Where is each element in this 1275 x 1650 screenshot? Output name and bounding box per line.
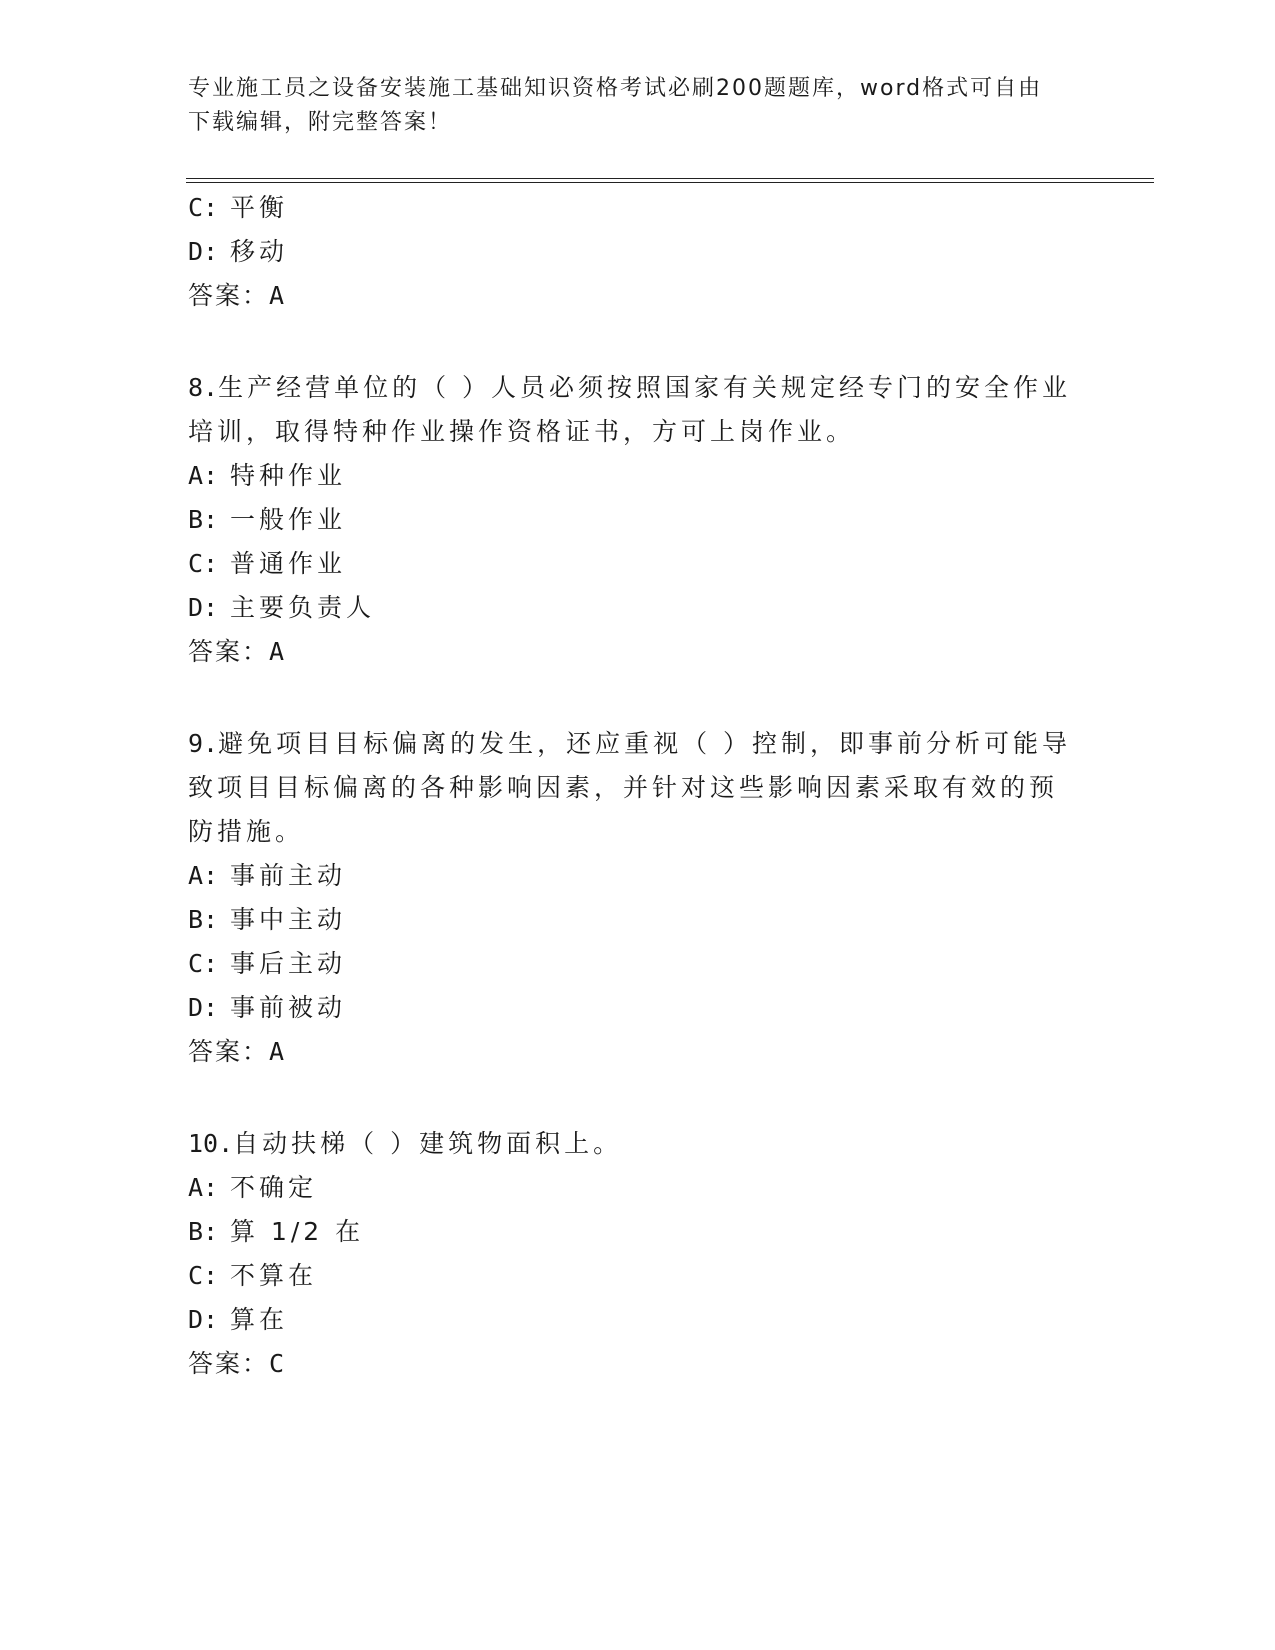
page-header xyxy=(188,72,1088,140)
option-text: 算在 xyxy=(230,1305,289,1334)
q9-option-a xyxy=(188,858,346,894)
option-letter: B: xyxy=(188,905,219,934)
option-text: 不确定 xyxy=(230,1173,318,1202)
option-text: 事中主动 xyxy=(230,905,347,934)
q8-stem-line-1 xyxy=(188,370,1071,406)
option-text: 不算在 xyxy=(230,1261,318,1290)
option-letter: A: xyxy=(188,1173,219,1202)
option-letter: D: xyxy=(188,1305,219,1334)
option-letter: A: xyxy=(188,461,219,490)
option-letter: C: xyxy=(188,1261,219,1290)
option-letter: D: xyxy=(188,993,219,1022)
q10-option-d xyxy=(188,1302,288,1338)
option-text: 特种作业 xyxy=(230,461,347,490)
q7-option-d xyxy=(188,234,288,270)
question-number: 8. xyxy=(188,373,219,402)
answer-value: A xyxy=(269,1037,285,1066)
answer-value: A xyxy=(269,637,285,666)
option-letter: D: xyxy=(188,237,219,266)
q8-stem-line-2: 培训，取得特种作业操作资格证书，方可上岗作业。 xyxy=(188,417,856,446)
q8-option-b xyxy=(188,502,346,538)
option-text: 算 1/2 在 xyxy=(230,1217,365,1246)
answer-value: A xyxy=(269,281,285,310)
question-stem: 生产经营单位的（ ）人员必须按照国家有关规定经专门的安全作业 xyxy=(218,373,1072,402)
option-text: 移动 xyxy=(230,237,289,266)
option-letter: D: xyxy=(188,593,219,622)
q10-option-a xyxy=(188,1170,317,1206)
option-text: 事前主动 xyxy=(230,861,347,890)
question-number: 10. xyxy=(188,1129,234,1158)
header-divider xyxy=(186,178,1154,183)
q8-option-d xyxy=(188,590,375,626)
option-letter: C: xyxy=(188,193,219,222)
q9-stem-line-3: 防措施。 xyxy=(188,817,305,846)
q7-option-c xyxy=(188,190,288,226)
q10-stem-line-1 xyxy=(188,1126,622,1162)
q10-option-c xyxy=(188,1258,317,1294)
answer-label: 答案： xyxy=(188,1037,270,1066)
question-stem: 避免项目目标偏离的发生，还应重视（ ）控制，即事前分析可能导 xyxy=(218,729,1072,758)
answer-value: C xyxy=(269,1349,285,1378)
question-number: 9. xyxy=(188,729,219,758)
option-letter: C: xyxy=(188,949,219,978)
option-text: 一般作业 xyxy=(230,505,347,534)
option-letter: C: xyxy=(188,549,219,578)
q10-answer xyxy=(188,1346,284,1382)
option-text: 平衡 xyxy=(230,193,289,222)
q8-option-c xyxy=(188,546,346,582)
q9-option-b xyxy=(188,902,346,938)
option-letter: A: xyxy=(188,861,219,890)
option-letter: B: xyxy=(188,1217,219,1246)
header-line-1: 专业施工员之设备安装施工基础知识资格考试必刷200题题库，word格式可自由 xyxy=(188,76,1043,101)
question-stem: 自动扶梯（ ）建筑物面积上。 xyxy=(233,1129,623,1158)
option-text: 主要负责人 xyxy=(230,593,376,622)
option-text: 普通作业 xyxy=(230,549,347,578)
q10-option-b xyxy=(188,1214,364,1250)
option-letter: B: xyxy=(188,505,219,534)
q9-answer xyxy=(188,1034,284,1070)
q9-option-d xyxy=(188,990,346,1026)
q8-option-a xyxy=(188,458,346,494)
header-line-2: 下载编辑，附完整答案！ xyxy=(188,110,453,135)
option-text: 事前被动 xyxy=(230,993,347,1022)
q9-stem-line-2: 致项目目标偏离的各种影响因素，并针对这些影响因素采取有效的预 xyxy=(188,773,1059,802)
q9-stem-line-1 xyxy=(188,726,1071,762)
q8-answer xyxy=(188,634,284,670)
answer-label: 答案： xyxy=(188,1349,270,1378)
q7-answer xyxy=(188,278,284,314)
answer-label: 答案： xyxy=(188,281,270,310)
option-text: 事后主动 xyxy=(230,949,347,978)
q9-option-c xyxy=(188,946,346,982)
answer-label: 答案： xyxy=(188,637,270,666)
